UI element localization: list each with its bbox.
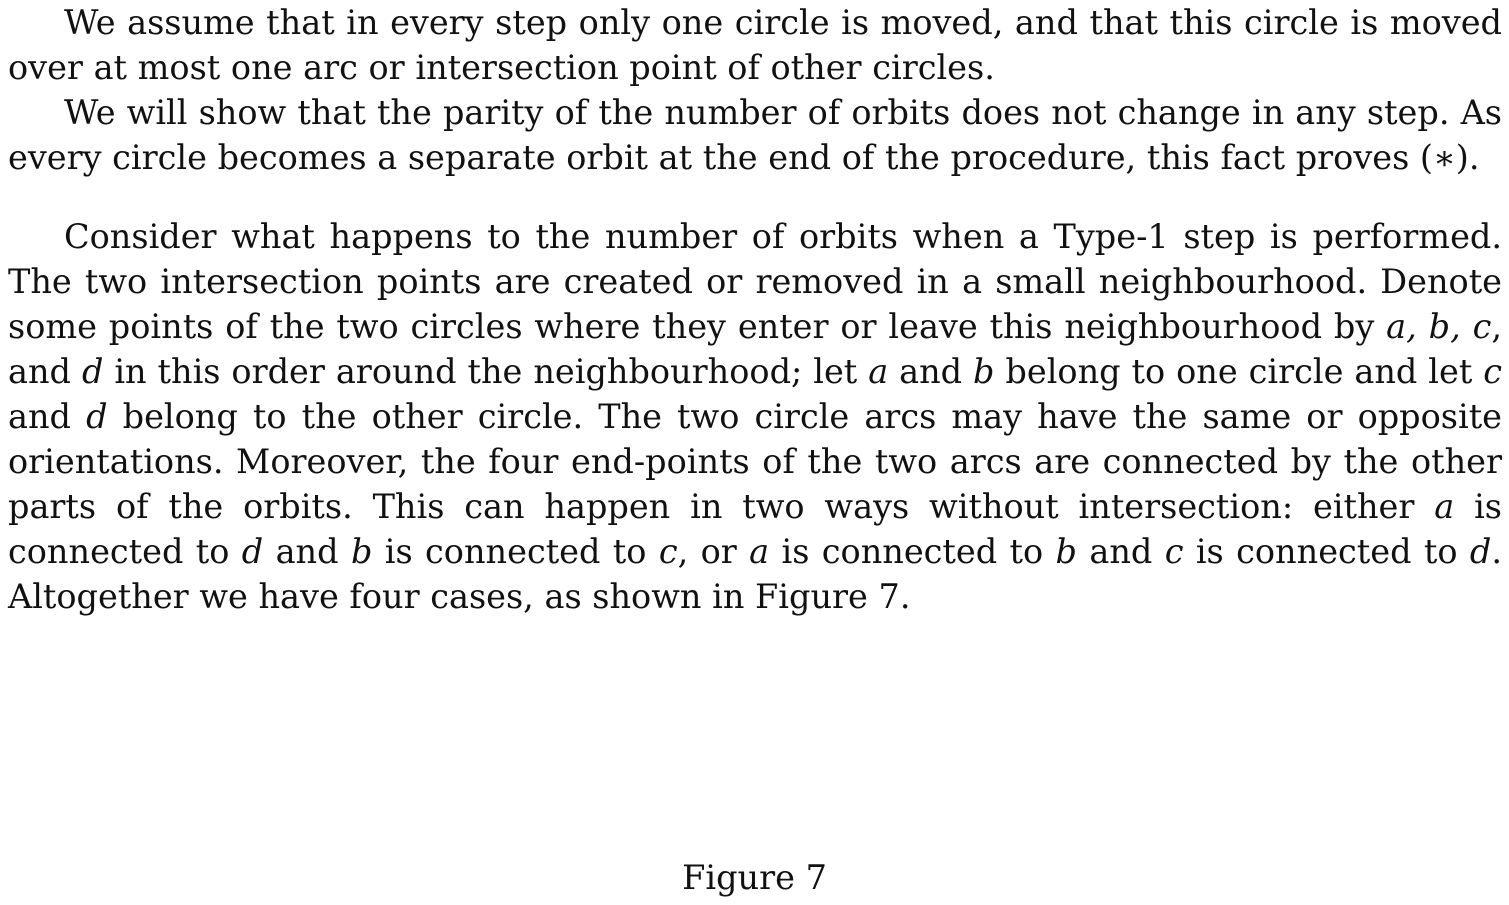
paragraph-2 (8, 90, 1502, 180)
text-run: Consider what happens to the number of orbits when a Type-1 step is performed. The two intersection points are created or removed in a small neighbourhood. Denote some points of the two circles where they enter or leave this neighbourhood by (8, 217, 1502, 346)
paragraph-3 (8, 214, 1502, 619)
math-symbol: c (1483, 352, 1502, 391)
text-run: is connected to (769, 532, 1056, 571)
math-symbol: d (81, 352, 104, 391)
math-symbol: b (973, 352, 995, 391)
text-run: We will show that the parity of the number of orbits does not change in any step. As every circle becomes a separate orbit at the end of the procedure, this fact proves (∗). (8, 93, 1502, 177)
text-run: belong to the other circle. The two circle arcs may have the same or opposite orientations. Moreover, the four end-points of the two arcs are connected by the other parts of the orbits. This can happen in two ways without intersection: either (8, 397, 1502, 526)
math-symbol: c (1164, 532, 1184, 571)
text-run: and (1076, 532, 1165, 571)
text-run: , and (8, 307, 1502, 391)
text-run: and (263, 532, 351, 571)
text-run: and (8, 397, 87, 436)
text-run: in this order around the neighbourhood; let (103, 352, 869, 391)
math-symbol: b (350, 532, 373, 571)
math-symbol: c (658, 532, 678, 571)
math-symbol: a (749, 532, 770, 571)
text-run: is connected to (8, 487, 1502, 571)
figure-7 (0, 600, 1509, 850)
math-symbol: d (86, 397, 108, 436)
text-run: belong to one circle and let (994, 352, 1484, 391)
text-run: is connected to (1183, 532, 1470, 571)
math-symbol: a (1434, 487, 1455, 526)
text-run: is connected to (372, 532, 659, 571)
text-run: . Altogether we have four cases, as shown in Figure 7. (8, 532, 1502, 616)
math-symbol: d (1469, 532, 1492, 571)
body-text (8, 0, 1502, 619)
text-run: , or (677, 532, 750, 571)
math-symbol: a, b, c (1386, 307, 1492, 346)
paragraph-1 (8, 0, 1502, 90)
text-run: and (888, 352, 974, 391)
figure-caption: Figure 7 (682, 858, 827, 897)
math-symbol: b (1055, 532, 1077, 571)
math-symbol: a (868, 352, 889, 391)
math-symbol: d (241, 532, 264, 571)
text-run: We assume that in every step only one circle is moved, and that this circle is moved over at most one arc or intersection point of other circles. (8, 3, 1502, 87)
